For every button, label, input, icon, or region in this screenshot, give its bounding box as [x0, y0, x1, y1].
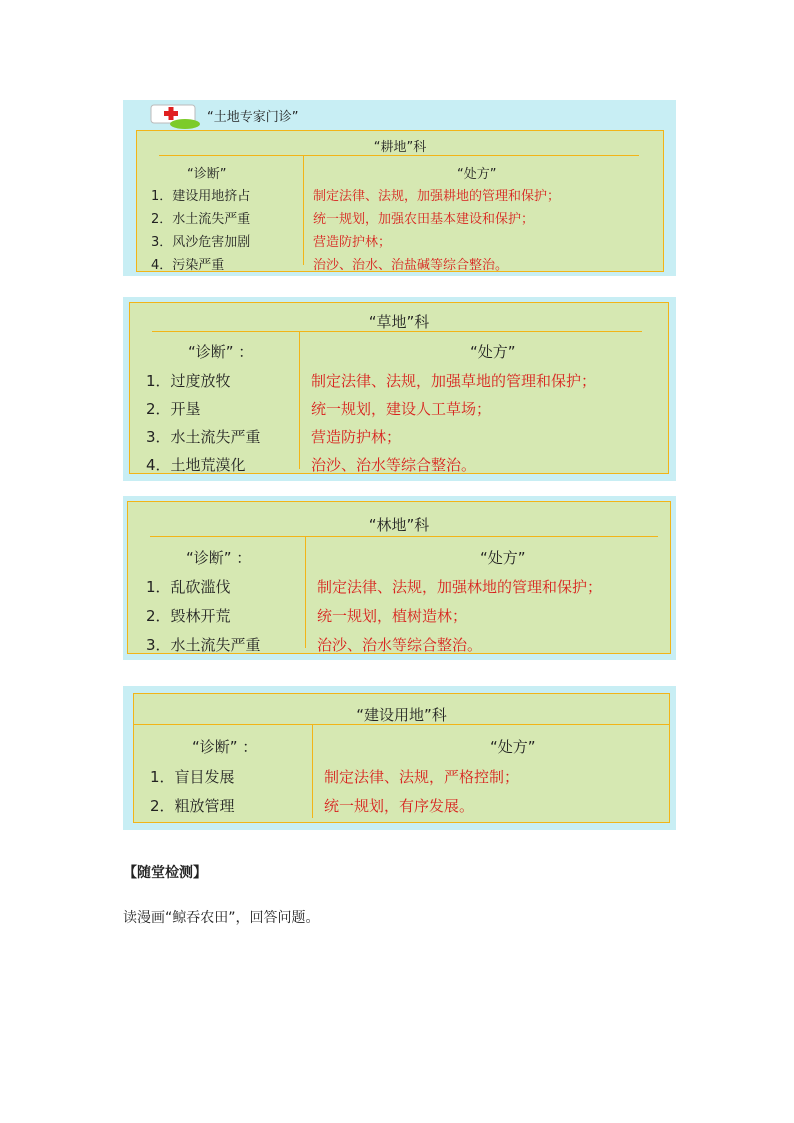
question-text: 读漫画“鲸吞农田”，回答问题。: [123, 910, 320, 926]
prescription-item: 统一规划，植树造林；: [317, 607, 468, 625]
diagnosis-label: “诊断” ：: [192, 738, 258, 756]
diagnosis-item: 1．建设用地挤占: [151, 189, 251, 204]
card: [136, 130, 664, 272]
diagnosis-item: 2．毁林开荒: [146, 607, 231, 625]
prescription-item: 制定法律、法规，加强耕地的管理和保护；: [313, 189, 561, 204]
panel-title: “耕地”科: [373, 140, 427, 155]
prescription-item: 营造防护林；: [313, 235, 392, 250]
prescription-item: 制定法律、法规，加强草地的管理和保护；: [311, 372, 597, 390]
prescription-item: 治沙、治水、治盐碱等综合整治。: [313, 258, 509, 273]
diagnosis-item: 3．水土流失严重: [146, 428, 261, 446]
panel-title: “建设用地”科: [356, 706, 447, 724]
page-title: “土地专家门诊”: [207, 110, 299, 125]
prescription-item: 制定法律、法规，严格控制；: [324, 768, 520, 786]
diagnosis-label: “诊断” ：: [188, 343, 254, 361]
diagnosis-item: 1．盲目发展: [150, 768, 235, 786]
diagnosis-label: “诊断” ：: [186, 549, 252, 567]
card: [129, 302, 669, 474]
diagnosis-item: 3．风沙危害加剧: [151, 235, 251, 250]
diagnosis-item: 4．污染严重: [151, 258, 225, 273]
prescription-item: 统一规划，建设人工草场；: [311, 400, 492, 418]
panel-grassland: [123, 297, 676, 481]
prescription-label: “处方”: [470, 343, 516, 361]
prescription-item: 制定法律、法规，加强林地的管理和保护；: [317, 578, 603, 596]
card: [127, 501, 671, 654]
panel-farmland: [123, 100, 676, 276]
card: [133, 693, 670, 823]
prescription-item: 营造防护林；: [311, 428, 402, 446]
panel-forestland: [123, 496, 676, 660]
diagnosis-item: 4．土地荒漠化: [146, 456, 246, 474]
diagnosis-item: 2．开垦: [146, 400, 201, 418]
diagnosis-item: 3．水土流失严重: [146, 636, 261, 654]
diagnosis-item: 1．乱砍滥伐: [146, 578, 231, 596]
prescription-item: 统一规划，加强农田基本建设和保护；: [313, 212, 535, 227]
prescription-label: “处方”: [457, 167, 497, 182]
prescription-item: 统一规划，有序发展。: [324, 797, 475, 815]
prescription-item: 治沙、治水等综合整治。: [311, 456, 477, 474]
section-title: 【随堂检测】: [123, 865, 207, 881]
panel-title: “草地”科: [368, 313, 430, 331]
prescription-label: “处方”: [480, 549, 526, 567]
diagnosis-item: 2．水土流失严重: [151, 212, 251, 227]
diagnosis-item: 1．过度放牧: [146, 372, 231, 390]
panel-construction-land: [123, 686, 676, 830]
diagnosis-item: 2．粗放管理: [150, 797, 235, 815]
panel-title: “林地”科: [368, 516, 430, 534]
prescription-label: “处方”: [490, 738, 536, 756]
prescription-item: 治沙、治水等综合整治。: [317, 636, 483, 654]
medical-cross-icon: [150, 104, 202, 130]
diagnosis-label: “诊断”: [187, 167, 227, 182]
